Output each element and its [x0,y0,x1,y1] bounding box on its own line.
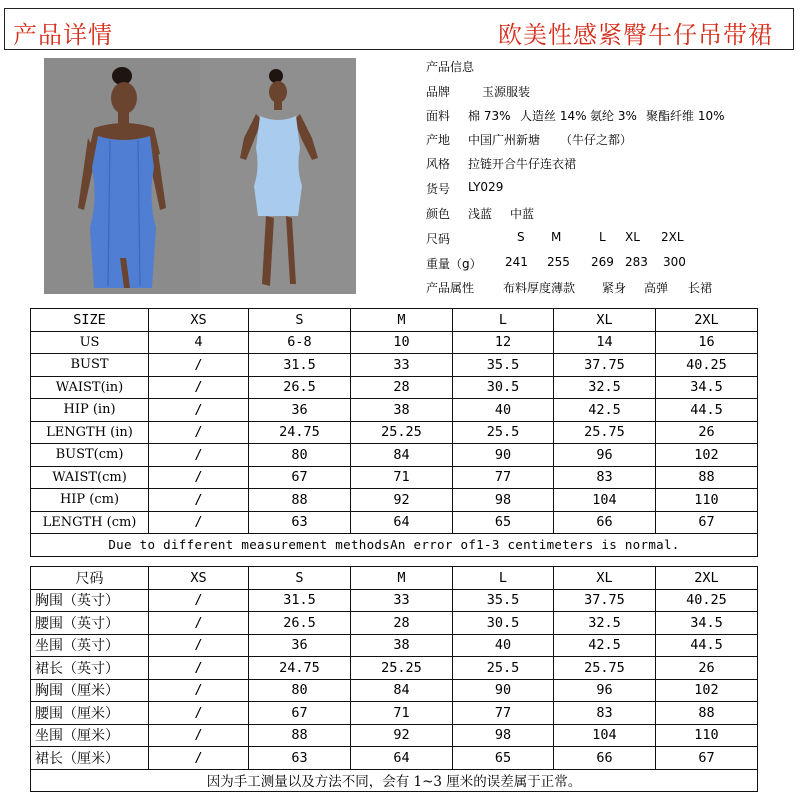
table-cell: / [149,724,249,747]
model-photo-dark-blue-denim-dress [44,58,200,294]
size-2xl: 2XL [661,230,684,244]
fabric-polyester: 聚酯纤维 10% [646,109,725,123]
row-label: US [31,331,149,354]
table-cell: 71 [351,702,453,725]
table-cell: 4 [149,331,249,354]
table-cell: 98 [453,724,554,747]
table-cell: 83 [554,702,656,725]
item-number-label: 货号 [426,182,451,196]
fabric-cotton: 棉 73% [468,109,511,123]
table-cell: 12 [453,331,554,354]
header-cell: XL [554,567,656,590]
item-number-value: LY029 [468,180,504,194]
header-cell: XL [554,309,656,332]
table-cell: 26.5 [249,612,351,635]
table-cell: / [149,657,249,680]
table-row [31,354,758,377]
table-cell: 88 [656,702,758,725]
table-cell: 88 [249,724,351,747]
table-cell: 26 [656,421,758,444]
table-cell: 96 [554,679,656,702]
style-value: 拉链开合牛仔连衣裙 [468,157,577,171]
table-cell: 33 [351,589,453,612]
table-cell: 30.5 [453,612,554,635]
table-cell: 90 [453,679,554,702]
color-medium-blue: 中蓝 [510,207,535,221]
header-cell: S [249,309,351,332]
header-cell: M [351,309,453,332]
weight-m: 255 [547,255,570,269]
table-cell: 92 [351,489,453,512]
table-cell: 38 [351,634,453,657]
size-chart-english [30,308,758,557]
row-label: WAIST(cm) [31,466,149,489]
header-cell: S [249,567,351,590]
model-photo-light-blue-denim-dress [200,58,356,294]
table-cell: 10 [351,331,453,354]
header-cell: 2XL [656,309,758,332]
table-row [31,489,758,512]
table-cell: / [149,747,249,770]
info-title: 产品信息 [426,60,475,74]
size-s: S [517,230,525,244]
table-cell: 28 [351,376,453,399]
table-cell: 66 [554,511,656,534]
weight-s: 241 [505,255,528,269]
table-cell: / [149,634,249,657]
row-label: 腰围（英寸） [31,612,149,635]
table-cell: / [149,376,249,399]
table-cell: 92 [351,724,453,747]
table-cell: 84 [351,679,453,702]
table-cell: 26.5 [249,376,351,399]
table-cell: 31.5 [249,354,351,377]
header-cell: SIZE [31,309,149,332]
weight-label: 重量（g） [426,257,482,271]
table-cell: 28 [351,612,453,635]
table-cell: 110 [656,724,758,747]
model-photo-light-blue-denim-dress-illustration [200,58,356,294]
table-row [31,634,758,657]
table-cell: 44.5 [656,634,758,657]
table-cell: / [149,444,249,467]
size-chart-chinese [30,566,758,792]
table-cell: / [149,702,249,725]
size-label: 尺码 [426,232,451,246]
row-label: HIP (cm) [31,489,149,512]
table-cell: 90 [453,444,554,467]
fabric-spandex: 氨纶 3% [590,109,637,123]
table-row [31,589,758,612]
table-cell: 64 [351,747,453,770]
table-cell: 65 [453,747,554,770]
row-label: HIP (in) [31,399,149,422]
table-cell: 32.5 [554,612,656,635]
table-cell: 25.5 [453,657,554,680]
header-cell: M [351,567,453,590]
table-cell: 6-8 [249,331,351,354]
table-cell: 24.75 [249,657,351,680]
row-label: LENGTH (in) [31,421,149,444]
table-row [31,466,758,489]
table-cell: / [149,354,249,377]
table-cell: 37.75 [554,354,656,377]
table-cell: 77 [453,702,554,725]
table-cell: 34.5 [656,376,758,399]
row-label: 腰围（厘米） [31,702,149,725]
table-row [31,444,758,467]
table-cell: 42.5 [554,399,656,422]
table-cell: 71 [351,466,453,489]
table-cell: 67 [656,747,758,770]
table-row [31,376,758,399]
table-cell: / [149,399,249,422]
table-cell: 83 [554,466,656,489]
table-cell: 34.5 [656,612,758,635]
table-cell: 102 [656,679,758,702]
table-cell: 66 [554,747,656,770]
attribute-fit: 紧身 [602,281,627,295]
table-cell: 67 [249,466,351,489]
table-cell: 67 [249,702,351,725]
table-cell: 80 [249,444,351,467]
header-cell: 2XL [656,567,758,590]
product-name-title: 欧美性感紧臀牛仔吊带裙 [498,21,773,49]
table-cell: 25.5 [453,421,554,444]
table-row [31,399,758,422]
table-cell: / [149,466,249,489]
table-cell: 40 [453,399,554,422]
table-cell: 37.75 [554,589,656,612]
table-cell: 25.25 [351,421,453,444]
size-l: L [599,230,606,244]
table-cell: 38 [351,399,453,422]
table-cell: 33 [351,354,453,377]
table-cell: 40 [453,634,554,657]
row-label: 坐围（英寸） [31,634,149,657]
table-cell: 88 [249,489,351,512]
table-cell: 31.5 [249,589,351,612]
table-cell: 36 [249,634,351,657]
table-row [31,679,758,702]
style-label: 风格 [426,157,451,171]
row-label: 胸围（英寸） [31,589,149,612]
weight-2xl: 300 [663,255,686,269]
table-row [31,724,758,747]
brand-label: 品牌 [426,85,451,99]
table-cell: 30.5 [453,376,554,399]
note-row [31,534,758,557]
color-label: 颜色 [426,207,451,221]
measurement-note-chinese: 因为手工测量以及方法不同，会有 1~3 厘米的误差属于正常。 [31,769,758,792]
table-row [31,331,758,354]
table-cell: 84 [351,444,453,467]
color-light-blue: 浅蓝 [468,207,493,221]
fabric-label: 面料 [426,109,451,123]
table-cell: 63 [249,511,351,534]
origin-label: 产地 [426,133,451,147]
table-cell: / [149,589,249,612]
header-cell: XS [149,567,249,590]
table-cell: 16 [656,331,758,354]
table-cell: 67 [656,511,758,534]
weight-xl: 283 [625,255,648,269]
table-cell: / [149,612,249,635]
row-label: 胸围（厘米） [31,679,149,702]
table-cell: / [149,489,249,512]
attribute-thickness: 布料厚度薄款 [503,281,576,295]
note-row [31,769,758,792]
table-cell: 25.25 [351,657,453,680]
attribute-stretch: 高弹 [644,281,669,295]
table-cell: 24.75 [249,421,351,444]
table-cell: / [149,511,249,534]
table-cell: 26 [656,657,758,680]
table-cell: 65 [453,511,554,534]
attribute-length: 长裙 [688,281,713,295]
row-label: WAIST(in) [31,376,149,399]
measurement-note-english: Due to different measurement methodsAn error of1-3 centimeters is normal. [31,534,758,557]
table-cell: 63 [249,747,351,770]
table-cell: 25.75 [554,421,656,444]
table-cell: 98 [453,489,554,512]
table-cell: 25.75 [554,657,656,680]
table-cell: 32.5 [554,376,656,399]
table-cell: 40.25 [656,354,758,377]
origin-note: （牛仔之都） [560,133,633,147]
header-cell: XS [149,309,249,332]
table-cell: / [149,679,249,702]
table-cell: 110 [656,489,758,512]
table-row [31,612,758,635]
table-row [31,657,758,680]
table-cell: 36 [249,399,351,422]
table-cell: 104 [554,489,656,512]
size-header-row [31,309,758,332]
table-cell: 35.5 [453,354,554,377]
table-cell: 77 [453,466,554,489]
row-label: BUST [31,354,149,377]
table-cell: 44.5 [656,399,758,422]
row-label: 坐围（厘米） [31,724,149,747]
table-cell: 80 [249,679,351,702]
attributes-label: 产品属性 [426,281,475,295]
origin-value: 中国广州新塘 [468,133,541,147]
fabric-rayon: 人造丝 14% [520,109,587,123]
row-label: BUST(cm) [31,444,149,467]
row-label: LENGTH (cm) [31,511,149,534]
table-cell: 64 [351,511,453,534]
header-cell: L [453,309,554,332]
table-cell: 102 [656,444,758,467]
table-cell: 42.5 [554,634,656,657]
size-m: M [551,230,562,244]
row-label: 裙长（英寸） [31,657,149,680]
product-details-title: 产品详情 [13,21,113,49]
row-label: 裙长（厘米） [31,747,149,770]
header-cell: L [453,567,554,590]
size-xl: XL [625,230,640,244]
weight-l: 269 [591,255,614,269]
table-row [31,511,758,534]
table-row [31,702,758,725]
table-cell: 104 [554,724,656,747]
size-header-row [31,567,758,590]
table-row [31,421,758,444]
table-row [31,747,758,770]
header-cell: 尺码 [31,567,149,590]
model-photo-dark-blue-denim-dress-illustration [44,58,200,294]
table-cell: 96 [554,444,656,467]
header-banner [4,8,794,50]
table-cell: 40.25 [656,589,758,612]
brand-value: 玉源服装 [482,85,531,99]
table-cell: 14 [554,331,656,354]
table-cell: 35.5 [453,589,554,612]
table-cell: / [149,421,249,444]
table-cell: 88 [656,466,758,489]
